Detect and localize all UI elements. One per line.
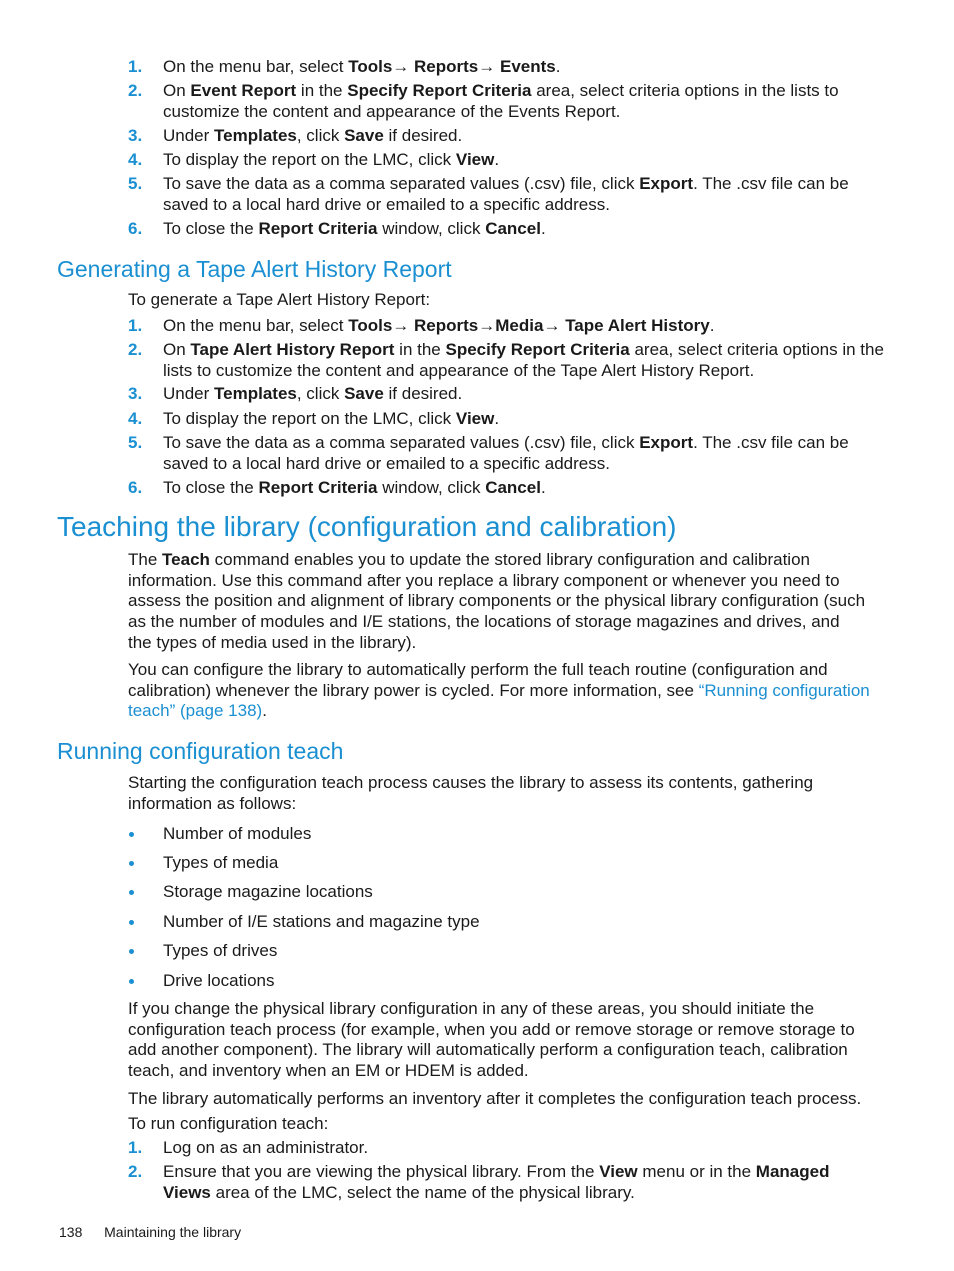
step-text: Ensure that you are viewing the physical library. From the View menu or in the Managed [163, 1162, 830, 1181]
step-text: On the menu bar, select Tools→ Reports→Media→ Tape Alert History. [163, 316, 715, 335]
bullet-item: Number of modules [163, 824, 312, 843]
step-text: To display the report on the LMC, click View. [163, 150, 500, 169]
bullet-item: Storage magazine locations [163, 882, 373, 901]
bullet-icon [129, 861, 134, 866]
step-number: 1. [128, 57, 143, 76]
paragraph-line: teach” (page 138). [128, 701, 267, 721]
running-paragraph-4: To run configuration teach: [128, 1114, 329, 1133]
heading-tape-alert-history: Generating a Tape Alert History Report [57, 256, 452, 282]
paragraph-line: You can configure the library to automatically perform the full teach routine (configuration and [128, 660, 828, 679]
step-text: Under Templates, click Save if desired. [163, 384, 463, 403]
step-text: To save the data as a comma separated values (.csv) file, click Export. The .csv file can be [163, 174, 849, 193]
step-number: 2. [128, 1162, 143, 1181]
bullet-item: Types of media [163, 853, 279, 872]
paragraph-line: If you change the physical library configuration in any of these areas, you should initiate the [128, 999, 815, 1018]
step-text: To save the data as a comma separated values (.csv) file, click Export. The .csv file can be [163, 433, 849, 452]
bullet-item: Number of I/E stations and magazine type [163, 912, 480, 931]
bullet-icon [129, 979, 134, 984]
cross-reference-link[interactable]: teach” (page 138) [128, 701, 263, 721]
footer-section-title: Maintaining the library [104, 1224, 242, 1240]
page-number: 138 [59, 1224, 83, 1240]
step-text: On Tape Alert History Report in the Specify Report Criteria area, select criteria options in the [163, 340, 884, 359]
paragraph-line: information as follows: [128, 793, 297, 813]
step-number: 2. [128, 81, 143, 100]
paragraph-line: Starting the configuration teach process causes the library to assess its contents, gathering [128, 773, 814, 792]
bullet-icon [129, 890, 134, 895]
step-text-continued: saved to a local hard drive or emailed to a specific address. [163, 195, 610, 214]
step-number: 3. [128, 384, 143, 403]
paragraph-line: information. Use this command after you replace a library component or whenever you need to [128, 570, 840, 590]
bullet-icon [129, 920, 134, 925]
bullet-icon [129, 832, 134, 837]
step-number: 1. [128, 1138, 143, 1157]
step-number: 5. [128, 433, 143, 452]
bullet-icon [129, 949, 134, 954]
paragraph-line: The Teach command enables you to update the stored library configuration and calibration [128, 550, 810, 569]
step-text: On Event Report in the Specify Report Criteria area, select criteria options in the lists to [163, 81, 839, 100]
heading-running-configuration-teach: Running configuration teach [57, 738, 344, 764]
step-text: To close the Report Criteria window, click Cancel. [163, 478, 546, 497]
step-number: 2. [128, 340, 143, 359]
paragraph-line: teach, and inventory when an EM or HDEM is added. [128, 1061, 529, 1081]
step-text: Under Templates, click Save if desired. [163, 126, 463, 145]
step-text: On the menu bar, select Tools→ Reports→ Events. [163, 57, 561, 76]
step-text-continued: Views area of the LMC, select the name of the physical library. [163, 1183, 635, 1202]
step-text: To display the report on the LMC, click View. [163, 409, 500, 428]
bullet-item: Drive locations [163, 971, 275, 990]
step-text-continued: customize the content and appearance of the Events Report. [163, 102, 621, 121]
paragraph-line: configuration teach process (for example, when you add or remove storage or remove storage to [128, 1019, 855, 1039]
step-number: 4. [128, 150, 143, 169]
step-number: 4. [128, 409, 143, 428]
step-number: 5. [128, 174, 143, 193]
cross-reference-link[interactable]: “Running configuration [698, 680, 870, 700]
paragraph-line: the types of media used in the library). [128, 632, 417, 652]
running-paragraph-3: The library automatically performs an inventory after it completes the configuration teach process. [128, 1089, 862, 1108]
paragraph-line: as the number of modules and I/E stations, the locations of storage magazines and drives, and [128, 612, 840, 632]
step-text: Log on as an administrator. [163, 1138, 369, 1157]
page-footer [59, 1223, 241, 1241]
heading-teaching-library: Teaching the library (configuration and calibration) [57, 511, 677, 542]
step-number: 3. [128, 126, 143, 145]
step-text: To close the Report Criteria window, click Cancel. [163, 219, 546, 238]
tape-alert-intro: To generate a Tape Alert History Report: [128, 290, 431, 309]
step-text-continued: saved to a local hard drive or emailed to a specific address. [163, 454, 610, 473]
paragraph-line: calibration) whenever the library power is cycled. For more information, see “Running configuration [128, 680, 870, 700]
step-number: 6. [128, 219, 143, 238]
step-number: 6. [128, 478, 143, 497]
step-number: 1. [128, 316, 143, 335]
bullet-item: Types of drives [163, 941, 278, 960]
step-text-continued: lists to customize the content and appearance of the Tape Alert History Report. [163, 361, 755, 380]
paragraph-line: add another component). The library will automatically perform a configuration teach, calibration [128, 1040, 848, 1060]
paragraph-line: assess the position and alignment of library components or the physical library configuration (such [128, 591, 866, 611]
